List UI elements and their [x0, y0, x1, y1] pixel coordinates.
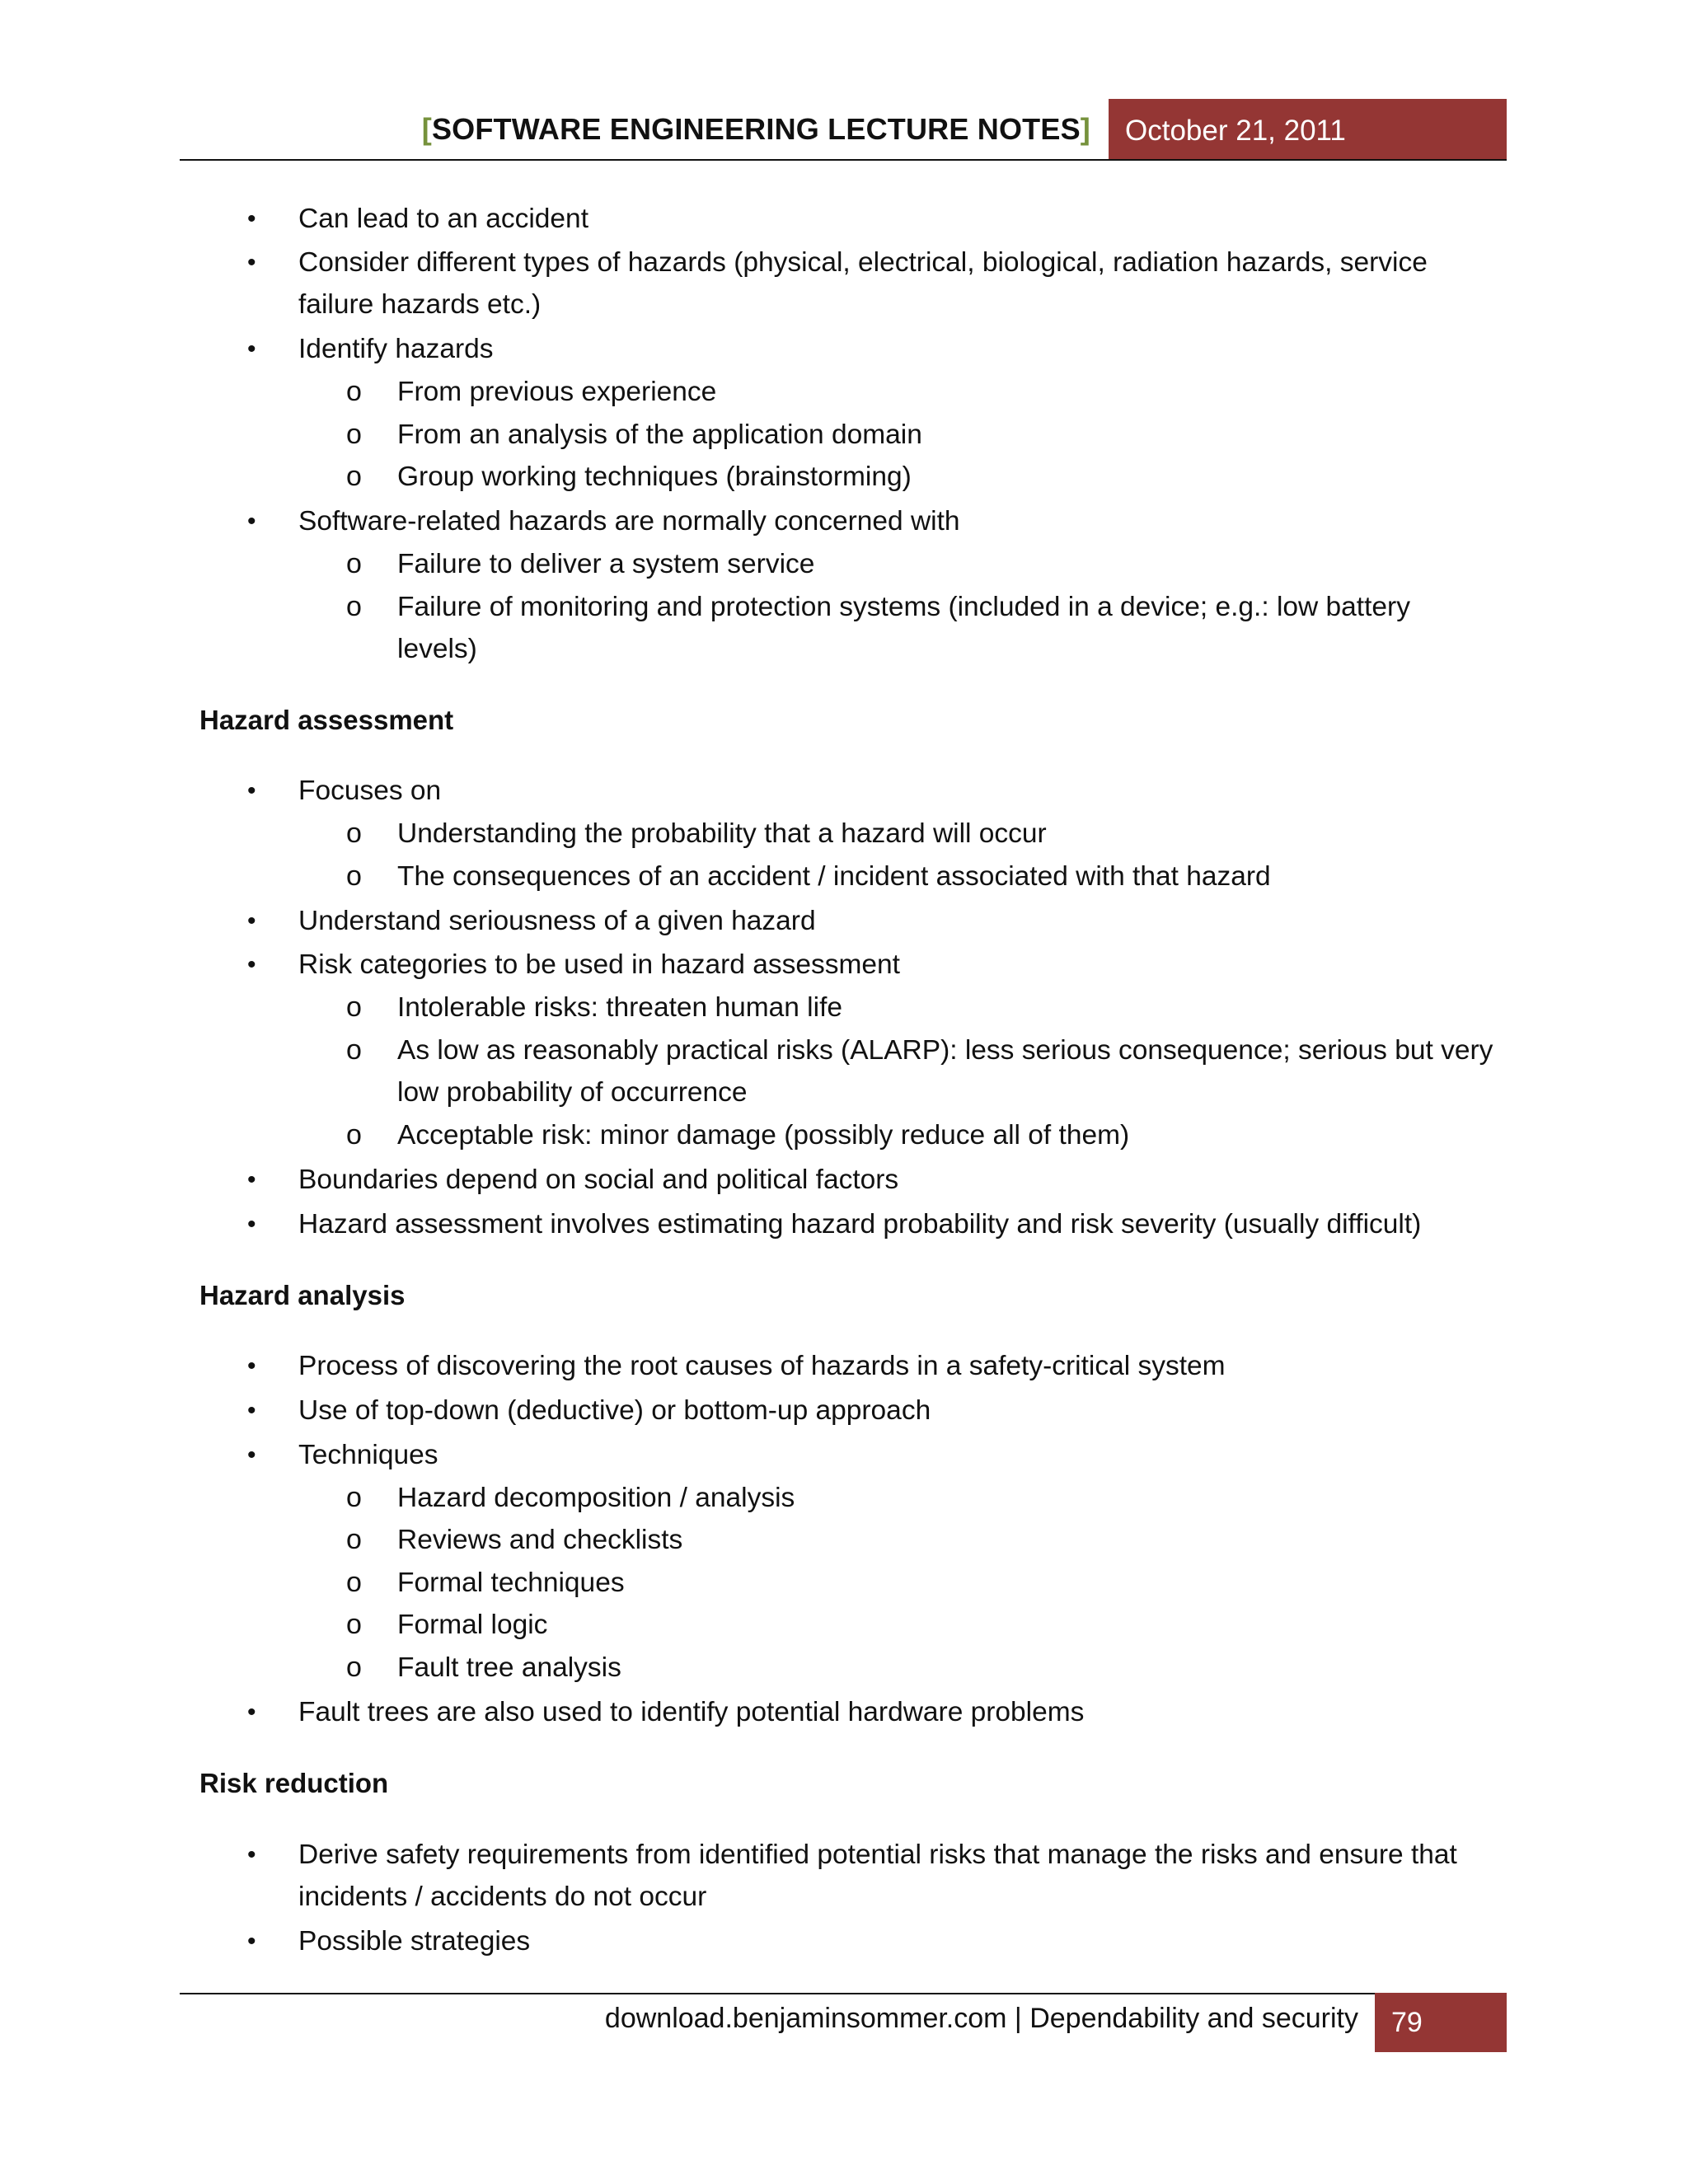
- list-item: Techniques: [298, 1440, 438, 1470]
- sub-bullet-marker: o: [346, 1034, 362, 1066]
- sub-list-item: Formal techniques: [397, 1568, 625, 1598]
- list-item: Risk categories to be used in hazard assessment: [298, 949, 900, 980]
- list-item: Possible strategies: [298, 1926, 531, 1957]
- page-number: 79: [1375, 1993, 1507, 2052]
- sub-list-item-continued: levels): [397, 634, 477, 664]
- bullet-marker: •: [247, 508, 256, 535]
- sub-list-item: Understanding the probability that a hazard will occur: [397, 818, 1047, 849]
- page-header: [180, 99, 1507, 161]
- section-heading-hazard-assessment: Hazard assessment: [199, 705, 454, 735]
- sub-bullet-marker: o: [346, 991, 362, 1023]
- sub-bullet-marker: o: [346, 419, 362, 450]
- sub-list-item: Intolerable risks: threaten human life: [397, 992, 843, 1023]
- list-item: Process of discovering the root causes of hazards in a safety-critical system: [298, 1351, 1226, 1381]
- section-heading-risk-reduction: Risk reduction: [199, 1768, 389, 1798]
- sub-list-item: Reviews and checklists: [397, 1525, 683, 1555]
- list-item: Software-related hazards are normally concerned with: [298, 506, 960, 537]
- bullet-marker: •: [247, 335, 256, 363]
- sub-list-item: Fault tree analysis: [397, 1652, 621, 1683]
- sub-list-item: From an analysis of the application domain: [397, 419, 922, 450]
- bullet-marker: •: [247, 1397, 256, 1424]
- sub-list-item: The consequences of an accident / incident associated with that hazard: [397, 861, 1271, 892]
- sub-bullet-marker: o: [346, 1524, 362, 1555]
- bullet-marker: •: [247, 1841, 256, 1868]
- list-item: Fault trees are also used to identify potential hardware problems: [298, 1697, 1085, 1727]
- header-divider: [180, 159, 1507, 161]
- bullet-marker: •: [247, 907, 256, 935]
- bullet-marker: •: [247, 205, 256, 232]
- bullet-marker: •: [247, 249, 256, 276]
- footer-divider: [180, 1993, 1507, 1994]
- sub-list-item: As low as reasonably practical risks (ALARP): less serious consequence; serious but very: [397, 1035, 1493, 1066]
- bullet-marker: •: [247, 1166, 256, 1193]
- sub-list-item: Failure of monitoring and protection systems (included in a device; e.g.: low battery: [397, 592, 1410, 622]
- list-item-continued: incidents / accidents do not occur: [298, 1882, 707, 1912]
- sub-list-item: Group working techniques (brainstorming): [397, 462, 912, 492]
- bullet-marker: •: [247, 951, 256, 978]
- sub-bullet-marker: o: [346, 1567, 362, 1598]
- bullet-marker: •: [247, 777, 256, 804]
- list-item: Understand seriousness of a given hazard: [298, 906, 816, 936]
- list-item: Derive safety requirements from identified potential risks that manage the risks and ensure that: [298, 1840, 1457, 1870]
- list-item: Focuses on: [298, 776, 442, 806]
- list-item: Identify hazards: [298, 334, 494, 364]
- sub-bullet-marker: o: [346, 376, 362, 407]
- section-heading-hazard-analysis: Hazard analysis: [199, 1280, 406, 1310]
- sub-list-item: Acceptable risk: minor damage (possibly reduce all of them): [397, 1120, 1130, 1151]
- bullet-marker: •: [247, 1699, 256, 1726]
- sub-list-item: From previous experience: [397, 377, 717, 407]
- sub-bullet-marker: o: [346, 591, 362, 622]
- sub-bullet-marker: o: [346, 1609, 362, 1640]
- list-item: Boundaries depend on social and political factors: [298, 1165, 899, 1195]
- sub-bullet-marker: o: [346, 1652, 362, 1683]
- bullet-marker: •: [247, 1928, 256, 1955]
- document-title: [SOFTWARE ENGINEERING LECTURE NOTES]: [421, 112, 1090, 146]
- bullet-marker: •: [247, 1441, 256, 1469]
- sub-bullet-marker: o: [346, 548, 362, 579]
- sub-list-item: Formal logic: [397, 1610, 548, 1640]
- bullet-marker: •: [247, 1352, 256, 1380]
- list-item: Consider different types of hazards (physical, electrical, biological, radiation hazards, service: [298, 247, 1428, 278]
- list-item: Use of top-down (deductive) or bottom-up approach: [298, 1395, 931, 1426]
- list-item-continued: failure hazards etc.): [298, 289, 542, 320]
- bullet-marker: •: [247, 1211, 256, 1238]
- sub-bullet-marker: o: [346, 1482, 362, 1513]
- sub-bullet-marker: o: [346, 1119, 362, 1151]
- footer-source: download.benjaminsommer.com | Dependability and security: [604, 2003, 1358, 2034]
- list-item: Can lead to an accident: [298, 204, 588, 234]
- sub-bullet-marker: o: [346, 461, 362, 492]
- list-item: Hazard assessment involves estimating hazard probability and risk severity (usually difficult): [298, 1209, 1422, 1240]
- sub-list-item-continued: low probability of occurrence: [397, 1077, 748, 1108]
- sub-bullet-marker: o: [346, 818, 362, 849]
- sub-bullet-marker: o: [346, 860, 362, 892]
- document-date: October 21, 2011: [1109, 99, 1507, 161]
- page-footer: [180, 1993, 1507, 2052]
- sub-list-item: Failure to deliver a system service: [397, 549, 815, 579]
- sub-list-item: Hazard decomposition / analysis: [397, 1483, 795, 1513]
